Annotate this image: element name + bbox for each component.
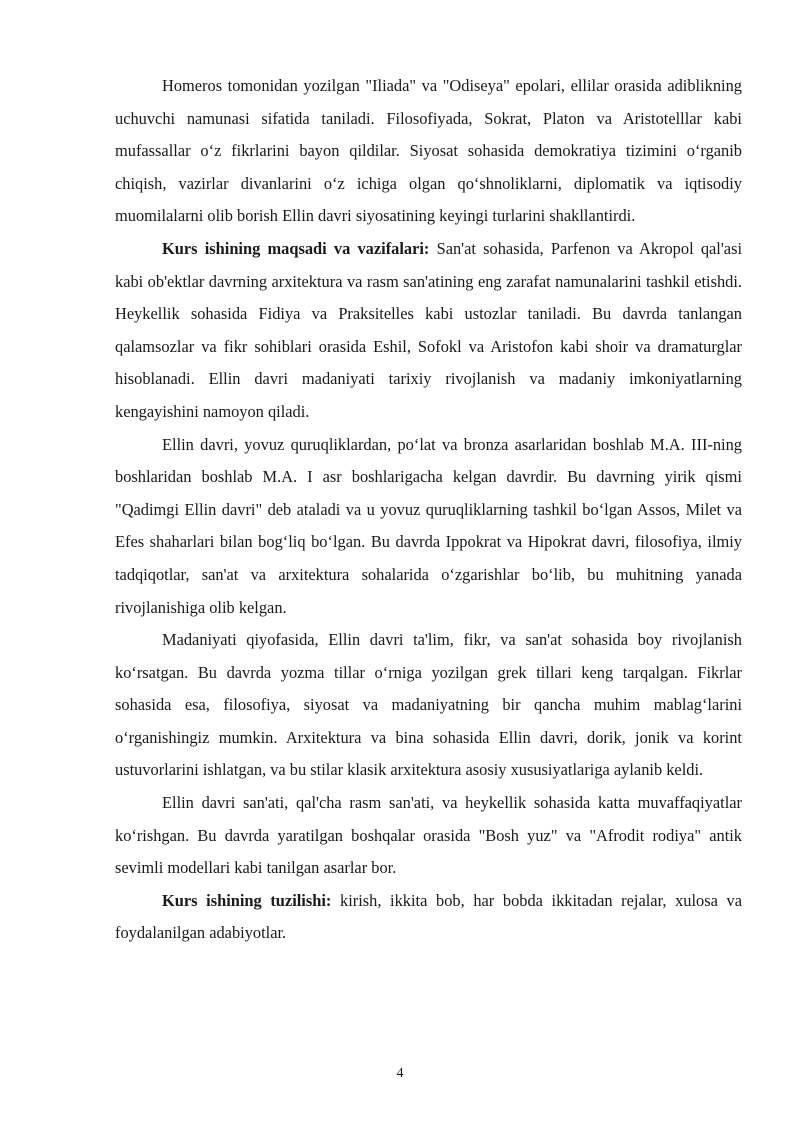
paragraph-text: Madaniyati qiyofasida, Ellin davri ta'lim, fikr, va san'at sohasida boy rivojlanish ko‘rsatgan. Bu davrda yozma tillar o‘rniga yozilgan grek tillari keng tarqalgan. Fikrlar sohasida esa, filosofiya, siyosat va madaniyatning bir qancha muhim mablag‘larini o‘rganishingiz mumkin. Arxitektura va bina sohasida Ellin davri, dorik, jonik va korint ustuvorlarini ishlatgan, va bu stilar klasik arxitektura asosiy xususiyatlariga aylanib keldi. (115, 630, 742, 780)
paragraph-lead: Kurs ishining tuzilishi: (162, 890, 332, 910)
paragraph-text: San'at sohasida, Parfenon va Akropol qal'asi kabi ob'ektlar davrning arxitektura va rasm san'atining eng zarafat namunalarini tashkil etishdi. Heykellik sohasida Fidiya va Praksitelles kabi ustozlar taniladi. Bu davrda tanlangan qalamsozlar va fikr sohiblari orasida Eshil, Sofokl va Aristofon kabi shoir va dramaturglar hisoblanadi. Ellin davri madaniyati tarixiy rivojlanish va madaniy imkoniyatlarning kengayishini namoyon qiladi. (115, 238, 743, 421)
paragraph-art (115, 787, 742, 885)
paragraph-text: Homeros tomonidan yozilgan "Iliada" va "Odiseya" epolari, ellilar orasida adiblikning uchuvchi namunasi sifatida taniladi. Filosofiyada, Sokrat, Platon va Aristotelllar kabi mufassallar o‘z fikrlarini bayon qildilar. Siyosat sohasida demokratiya tizimini o‘rganib chiqish, vazirlar divanlarini o‘z ichiga olgan qo‘shnoliklarni, diplomatik va iqtisodiy muomilalarni olib borish Ellin davri siyosatining keyingi turlarini shakllantirdi. (115, 76, 742, 226)
paragraph-lead: Kurs ishining maqsadi va vazifalari: (162, 238, 430, 258)
paragraph-culture (115, 624, 742, 787)
document-page (115, 70, 742, 950)
paragraph-course-goals (115, 233, 742, 429)
page-number: 4 (396, 1066, 404, 1081)
paragraph-text: kirish, ikkita bob, har bobda ikkitadan rejalar, xulosa va foydalanilgan adabiyotlar. (115, 890, 742, 943)
paragraph-text: Ellin davri, yovuz quruqliklardan, po‘lat va bronza asarlaridan boshlab M.A. III-ning boshlaridan boshlab M.A. I asr boshlarigacha kelgan davrdir. Bu davrning yirik qismi "Qadimgi Ellin davri" deb ataladi va u yovuz quruqliklarning tashkil bo‘lgan Assos, Milet va Efes shaharlari bilan bog‘liq bo‘lgan. Bu davrda Ippokrat va Hipokrat davri, filosofiya, ilmiy tadqiqotlar, san'at va arxitektura sohalarida o‘zgarishlar bo‘lib, bu muhitning yanada rivojlanishiga olib kelgan. (115, 434, 742, 617)
paragraph-text: Ellin davri san'ati, qal'cha rasm san'ati, va heykellik sohasida katta muvaffaqiyatlar ko‘rishgan. Bu davrda yaratilgan boshqalar orasida "Bosh yuz" va "Afrodit rodiya" antik sevimli modellari kabi tanilgan asarlar bor. (115, 793, 742, 878)
paragraph-course-structure (115, 885, 742, 950)
paragraph-homer-philosophy (115, 70, 742, 233)
paragraph-hellenic-period (115, 429, 742, 625)
